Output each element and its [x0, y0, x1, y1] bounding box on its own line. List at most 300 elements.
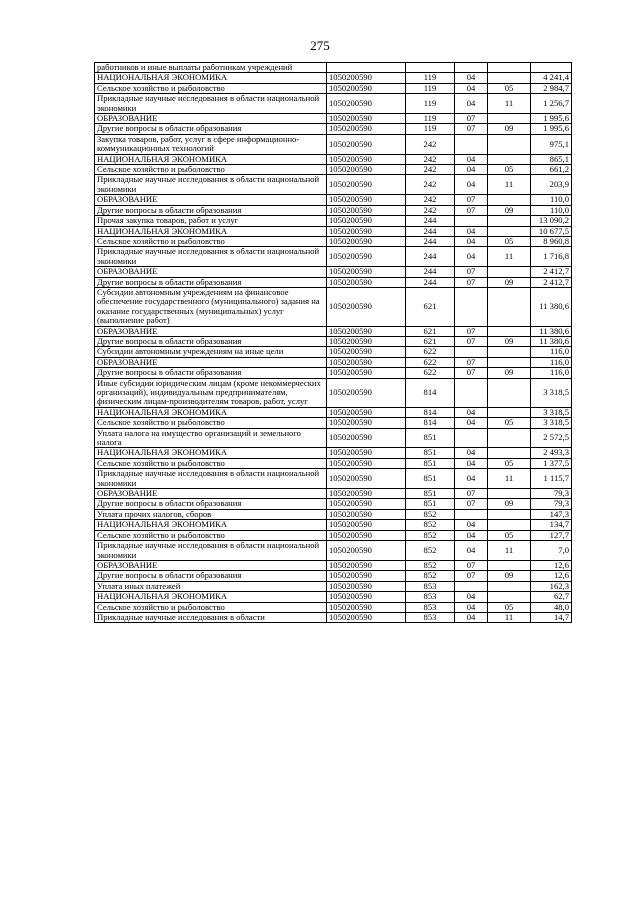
row-subsection-cell: [488, 428, 531, 448]
row-expense-type-cell: 852: [406, 520, 455, 530]
table-row: [95, 73, 572, 83]
row-amount-cell: 1 995,6: [531, 114, 572, 124]
table-row: [95, 509, 572, 519]
row-section-cell: 04: [455, 612, 488, 622]
row-amount-cell: 1 256,7: [531, 94, 572, 114]
row-amount-cell: 162,3: [531, 581, 572, 591]
row-subsection-cell: 11: [488, 612, 531, 622]
table-row: [95, 247, 572, 267]
row-expense-type-cell: 242: [406, 165, 455, 175]
row-subsection-cell: 11: [488, 541, 531, 561]
table-row: [95, 165, 572, 175]
row-expense-type-cell: 853: [406, 581, 455, 591]
row-name-cell: ОБРАЗОВАНИЕ: [95, 114, 327, 124]
row-section-cell: 07: [455, 357, 488, 367]
row-code-cell: 1050200590: [327, 94, 406, 114]
row-subsection-cell: [488, 448, 531, 458]
row-section-cell: 07: [455, 326, 488, 336]
row-expense-type-cell: 851: [406, 428, 455, 448]
row-amount-cell: 1 377,5: [531, 458, 572, 468]
row-expense-type-cell: 242: [406, 205, 455, 215]
row-expense-type-cell: 851: [406, 469, 455, 489]
table-row: [95, 602, 572, 612]
row-amount-cell: 2 493,3: [531, 448, 572, 458]
row-section-cell: 04: [455, 247, 488, 267]
row-amount-cell: 2 412,7: [531, 277, 572, 287]
row-code-cell: 1050200590: [327, 560, 406, 570]
row-expense-type-cell: 851: [406, 499, 455, 509]
row-expense-type-cell: 621: [406, 336, 455, 346]
row-amount-cell: 110,0: [531, 205, 572, 215]
row-name-cell: ОБРАЗОВАНИЕ: [95, 489, 327, 499]
row-code-cell: 1050200590: [327, 541, 406, 561]
row-section-cell: 04: [455, 530, 488, 540]
row-expense-type-cell: 852: [406, 509, 455, 519]
row-section-cell: [455, 428, 488, 448]
row-expense-type-cell: 244: [406, 216, 455, 226]
row-name-cell: Сельское хозяйство и рыболовство: [95, 236, 327, 246]
row-section-cell: 07: [455, 114, 488, 124]
row-code-cell: 1050200590: [327, 205, 406, 215]
row-subsection-cell: 09: [488, 571, 531, 581]
row-section-cell: [455, 63, 488, 73]
row-subsection-cell: 09: [488, 336, 531, 346]
row-name-cell: Сельское хозяйство и рыболовство: [95, 418, 327, 428]
row-expense-type-cell: 852: [406, 560, 455, 570]
row-name-cell: Прикладные научные исследования в области национальной экономики: [95, 94, 327, 114]
table-row: [95, 63, 572, 73]
row-amount-cell: 134,7: [531, 520, 572, 530]
row-code-cell: 1050200590: [327, 195, 406, 205]
row-code-cell: 1050200590: [327, 458, 406, 468]
row-section-cell: 04: [455, 469, 488, 489]
table-row: [95, 326, 572, 336]
row-expense-type-cell: 622: [406, 368, 455, 378]
row-amount-cell: 1 995,6: [531, 124, 572, 134]
row-section-cell: [455, 216, 488, 226]
row-code-cell: 1050200590: [327, 368, 406, 378]
table-row: [95, 134, 572, 154]
row-amount-cell: 116,0: [531, 347, 572, 357]
row-amount-cell: 62,7: [531, 592, 572, 602]
row-code-cell: 1050200590: [327, 165, 406, 175]
table-row: [95, 236, 572, 246]
row-expense-type-cell: 621: [406, 287, 455, 326]
row-subsection-cell: 05: [488, 83, 531, 93]
row-name-cell: Прочая закупка товаров, работ и услуг: [95, 216, 327, 226]
row-subsection-cell: 05: [488, 530, 531, 540]
row-subsection-cell: [488, 326, 531, 336]
row-section-cell: 04: [455, 175, 488, 195]
row-section-cell: 04: [455, 226, 488, 236]
row-amount-cell: 975,1: [531, 134, 572, 154]
row-subsection-cell: [488, 114, 531, 124]
row-code-cell: 1050200590: [327, 236, 406, 246]
row-expense-type-cell: 244: [406, 267, 455, 277]
row-name-cell: Уплата прочих налогов, сборов: [95, 509, 327, 519]
row-amount-cell: 79,3: [531, 499, 572, 509]
row-expense-type-cell: 853: [406, 592, 455, 602]
row-subsection-cell: [488, 154, 531, 164]
row-code-cell: 1050200590: [327, 336, 406, 346]
budget-table: [94, 62, 572, 623]
row-name-cell: НАЦИОНАЛЬНАЯ ЭКОНОМИКА: [95, 226, 327, 236]
row-name-cell: Субсидии автономным учреждениям на финансовое обеспечение государственного (муниципального) задания на оказание государственных (муниципальных) услуг (выполнение работ): [95, 287, 327, 326]
row-name-cell: Закупка товаров, работ, услуг в сфере информационно-коммуникационных технологий: [95, 134, 327, 154]
row-expense-type-cell: 244: [406, 226, 455, 236]
row-section-cell: 07: [455, 499, 488, 509]
row-amount-cell: 48,0: [531, 602, 572, 612]
table-row: [95, 592, 572, 602]
row-name-cell: ОБРАЗОВАНИЕ: [95, 195, 327, 205]
row-name-cell: Другие вопросы в области образования: [95, 124, 327, 134]
row-amount-cell: 13 090,2: [531, 216, 572, 226]
row-name-cell: Сельское хозяйство и рыболовство: [95, 458, 327, 468]
page-number: 275: [310, 38, 330, 53]
row-amount-cell: 127,7: [531, 530, 572, 540]
row-section-cell: 07: [455, 205, 488, 215]
row-section-cell: 04: [455, 602, 488, 612]
row-section-cell: [455, 134, 488, 154]
row-amount-cell: [531, 63, 572, 73]
row-code-cell: 1050200590: [327, 175, 406, 195]
row-expense-type-cell: 622: [406, 347, 455, 357]
row-amount-cell: 1 115,7: [531, 469, 572, 489]
row-name-cell: НАЦИОНАЛЬНАЯ ЭКОНОМИКА: [95, 407, 327, 417]
row-expense-type-cell: 814: [406, 418, 455, 428]
row-code-cell: 1050200590: [327, 530, 406, 540]
table-row: [95, 267, 572, 277]
row-subsection-cell: 05: [488, 165, 531, 175]
row-amount-cell: 11 380,6: [531, 336, 572, 346]
row-name-cell: Другие вопросы в области образования: [95, 277, 327, 287]
row-code-cell: 1050200590: [327, 448, 406, 458]
row-subsection-cell: [488, 378, 531, 407]
row-section-cell: [455, 509, 488, 519]
row-amount-cell: 8 960,8: [531, 236, 572, 246]
row-subsection-cell: [488, 216, 531, 226]
row-amount-cell: 3 318,5: [531, 418, 572, 428]
row-name-cell: ОБРАЗОВАНИЕ: [95, 357, 327, 367]
row-section-cell: 07: [455, 267, 488, 277]
table-row: [95, 407, 572, 417]
row-name-cell: Прикладные научные исследования в области национальной экономики: [95, 175, 327, 195]
row-subsection-cell: [488, 581, 531, 591]
row-expense-type-cell: 119: [406, 83, 455, 93]
row-section-cell: 07: [455, 368, 488, 378]
row-code-cell: 1050200590: [327, 509, 406, 519]
row-expense-type-cell: 242: [406, 154, 455, 164]
row-expense-type-cell: 852: [406, 541, 455, 561]
row-name-cell: Субсидии автономным учреждениям на иные цели: [95, 347, 327, 357]
row-amount-cell: 12,6: [531, 560, 572, 570]
row-amount-cell: 116,0: [531, 357, 572, 367]
table-row: [95, 195, 572, 205]
row-section-cell: 04: [455, 418, 488, 428]
row-expense-type-cell: 621: [406, 326, 455, 336]
row-amount-cell: 4 241,4: [531, 73, 572, 83]
row-name-cell: работников и иные выплаты работникам учреждений: [95, 63, 327, 73]
row-section-cell: 07: [455, 336, 488, 346]
row-section-cell: 04: [455, 407, 488, 417]
table-row: [95, 571, 572, 581]
row-name-cell: НАЦИОНАЛЬНАЯ ЭКОНОМИКА: [95, 154, 327, 164]
row-section-cell: 07: [455, 489, 488, 499]
table-row: [95, 612, 572, 622]
row-code-cell: 1050200590: [327, 247, 406, 267]
row-section-cell: 07: [455, 560, 488, 570]
row-expense-type-cell: 851: [406, 458, 455, 468]
row-name-cell: НАЦИОНАЛЬНАЯ ЭКОНОМИКА: [95, 73, 327, 83]
row-name-cell: Сельское хозяйство и рыболовство: [95, 530, 327, 540]
row-subsection-cell: [488, 63, 531, 73]
row-expense-type-cell: 119: [406, 94, 455, 114]
row-amount-cell: 116,0: [531, 368, 572, 378]
row-name-cell: НАЦИОНАЛЬНАЯ ЭКОНОМИКА: [95, 448, 327, 458]
row-subsection-cell: 11: [488, 94, 531, 114]
row-amount-cell: 110,0: [531, 195, 572, 205]
row-code-cell: 1050200590: [327, 124, 406, 134]
row-code-cell: [327, 63, 406, 73]
row-section-cell: 07: [455, 571, 488, 581]
row-subsection-cell: [488, 267, 531, 277]
table-row: [95, 489, 572, 499]
row-amount-cell: 1 716,8: [531, 247, 572, 267]
row-amount-cell: 865,1: [531, 154, 572, 164]
row-subsection-cell: 11: [488, 469, 531, 489]
row-code-cell: 1050200590: [327, 277, 406, 287]
row-amount-cell: 10 677,5: [531, 226, 572, 236]
table-row: [95, 226, 572, 236]
table-row: [95, 175, 572, 195]
row-amount-cell: 11 380,6: [531, 326, 572, 336]
table-row: [95, 530, 572, 540]
row-code-cell: 1050200590: [327, 287, 406, 326]
row-section-cell: 07: [455, 277, 488, 287]
row-subsection-cell: 09: [488, 368, 531, 378]
row-name-cell: Прикладные научные исследования в области национальной экономики: [95, 469, 327, 489]
row-code-cell: 1050200590: [327, 326, 406, 336]
row-subsection-cell: [488, 560, 531, 570]
row-subsection-cell: [488, 407, 531, 417]
row-code-cell: 1050200590: [327, 428, 406, 448]
row-expense-type-cell: 851: [406, 448, 455, 458]
table-row: [95, 205, 572, 215]
row-amount-cell: 2 412,7: [531, 267, 572, 277]
row-subsection-cell: 09: [488, 277, 531, 287]
row-section-cell: 04: [455, 541, 488, 561]
row-section-cell: [455, 378, 488, 407]
row-name-cell: Сельское хозяйство и рыболовство: [95, 83, 327, 93]
row-code-cell: 1050200590: [327, 612, 406, 622]
row-code-cell: 1050200590: [327, 73, 406, 83]
row-subsection-cell: [488, 520, 531, 530]
row-amount-cell: 3 318,5: [531, 407, 572, 417]
row-code-cell: 1050200590: [327, 581, 406, 591]
row-name-cell: Сельское хозяйство и рыболовство: [95, 165, 327, 175]
table-row: [95, 428, 572, 448]
table-row: [95, 357, 572, 367]
table-row: [95, 216, 572, 226]
row-subsection-cell: [488, 347, 531, 357]
table-row: [95, 277, 572, 287]
row-name-cell: Другие вопросы в области образования: [95, 499, 327, 509]
table-row: [95, 458, 572, 468]
row-name-cell: НАЦИОНАЛЬНАЯ ЭКОНОМИКА: [95, 520, 327, 530]
row-code-cell: 1050200590: [327, 114, 406, 124]
row-code-cell: 1050200590: [327, 357, 406, 367]
row-expense-type-cell: 242: [406, 175, 455, 195]
table-row: [95, 287, 572, 326]
row-expense-type-cell: 119: [406, 114, 455, 124]
row-name-cell: Другие вопросы в области образования: [95, 336, 327, 346]
row-code-cell: 1050200590: [327, 216, 406, 226]
row-code-cell: 1050200590: [327, 602, 406, 612]
row-code-cell: 1050200590: [327, 407, 406, 417]
row-code-cell: 1050200590: [327, 267, 406, 277]
row-subsection-cell: 05: [488, 418, 531, 428]
row-amount-cell: 2 984,7: [531, 83, 572, 93]
row-subsection-cell: [488, 489, 531, 499]
table-row: [95, 83, 572, 93]
row-name-cell: Другие вопросы в области образования: [95, 205, 327, 215]
row-subsection-cell: 05: [488, 602, 531, 612]
row-subsection-cell: 09: [488, 124, 531, 134]
row-code-cell: 1050200590: [327, 489, 406, 499]
row-name-cell: Уплата иных платежей: [95, 581, 327, 591]
row-section-cell: 07: [455, 195, 488, 205]
row-amount-cell: 3 318,5: [531, 378, 572, 407]
table-row: [95, 154, 572, 164]
row-expense-type-cell: 242: [406, 134, 455, 154]
table-row: [95, 448, 572, 458]
row-expense-type-cell: 851: [406, 489, 455, 499]
row-subsection-cell: [488, 592, 531, 602]
row-code-cell: 1050200590: [327, 83, 406, 93]
row-name-cell: Прикладные научные исследования в области: [95, 612, 327, 622]
row-section-cell: 04: [455, 448, 488, 458]
row-subsection-cell: 11: [488, 247, 531, 267]
row-name-cell: Прикладные научные исследования в области национальной экономики: [95, 541, 327, 561]
table-row: [95, 560, 572, 570]
row-expense-type-cell: 119: [406, 73, 455, 83]
row-expense-type-cell: 814: [406, 378, 455, 407]
row-code-cell: 1050200590: [327, 154, 406, 164]
row-expense-type-cell: 853: [406, 602, 455, 612]
budget-table-body: [95, 63, 572, 623]
row-amount-cell: 12,6: [531, 571, 572, 581]
row-amount-cell: 661,2: [531, 165, 572, 175]
row-name-cell: ОБРАЗОВАНИЕ: [95, 560, 327, 570]
row-name-cell: Иные субсидии юридическим лицам (кроме некоммерческих организаций), индивидуальным предпринимателям, физическим лицам-производителям товаров, работ, услуг: [95, 378, 327, 407]
row-expense-type-cell: [406, 63, 455, 73]
table-row: [95, 499, 572, 509]
row-amount-cell: 147,3: [531, 509, 572, 519]
row-amount-cell: 203,9: [531, 175, 572, 195]
row-subsection-cell: 09: [488, 499, 531, 509]
row-subsection-cell: [488, 226, 531, 236]
row-code-cell: 1050200590: [327, 592, 406, 602]
row-name-cell: Уплата налога на имущество организаций и земельного налога: [95, 428, 327, 448]
row-subsection-cell: [488, 357, 531, 367]
row-section-cell: 04: [455, 165, 488, 175]
row-subsection-cell: [488, 195, 531, 205]
row-code-cell: 1050200590: [327, 499, 406, 509]
row-section-cell: [455, 287, 488, 326]
row-code-cell: 1050200590: [327, 520, 406, 530]
row-name-cell: Другие вопросы в области образования: [95, 571, 327, 581]
row-subsection-cell: [488, 73, 531, 83]
row-expense-type-cell: 852: [406, 571, 455, 581]
row-subsection-cell: 09: [488, 205, 531, 215]
row-expense-type-cell: 242: [406, 195, 455, 205]
row-section-cell: [455, 347, 488, 357]
row-code-cell: 1050200590: [327, 469, 406, 489]
row-subsection-cell: 05: [488, 458, 531, 468]
row-name-cell: ОБРАЗОВАНИЕ: [95, 267, 327, 277]
row-expense-type-cell: 814: [406, 407, 455, 417]
row-amount-cell: 79,3: [531, 489, 572, 499]
row-section-cell: 04: [455, 83, 488, 93]
row-code-cell: 1050200590: [327, 571, 406, 581]
row-amount-cell: 2 572,5: [531, 428, 572, 448]
row-expense-type-cell: 853: [406, 612, 455, 622]
row-expense-type-cell: 622: [406, 357, 455, 367]
row-amount-cell: 14,7: [531, 612, 572, 622]
row-expense-type-cell: 244: [406, 236, 455, 246]
row-subsection-cell: [488, 134, 531, 154]
row-code-cell: 1050200590: [327, 134, 406, 154]
row-subsection-cell: [488, 287, 531, 326]
row-expense-type-cell: 244: [406, 247, 455, 267]
row-section-cell: 04: [455, 94, 488, 114]
row-section-cell: 04: [455, 73, 488, 83]
row-name-cell: ОБРАЗОВАНИЕ: [95, 326, 327, 336]
row-name-cell: НАЦИОНАЛЬНАЯ ЭКОНОМИКА: [95, 592, 327, 602]
row-subsection-cell: 11: [488, 175, 531, 195]
row-section-cell: 07: [455, 124, 488, 134]
row-section-cell: [455, 581, 488, 591]
table-row: [95, 114, 572, 124]
row-subsection-cell: 05: [488, 236, 531, 246]
row-section-cell: 04: [455, 520, 488, 530]
row-amount-cell: 11 380,6: [531, 287, 572, 326]
table-row: [95, 581, 572, 591]
row-code-cell: 1050200590: [327, 378, 406, 407]
table-row: [95, 378, 572, 407]
table-row: [95, 124, 572, 134]
table-row: [95, 336, 572, 346]
table-row: [95, 418, 572, 428]
table-row: [95, 94, 572, 114]
row-name-cell: Другие вопросы в области образования: [95, 368, 327, 378]
row-expense-type-cell: 244: [406, 277, 455, 287]
row-subsection-cell: [488, 509, 531, 519]
row-name-cell: Сельское хозяйство и рыболовство: [95, 602, 327, 612]
row-code-cell: 1050200590: [327, 418, 406, 428]
table-row: [95, 347, 572, 357]
row-section-cell: 04: [455, 592, 488, 602]
row-section-cell: 04: [455, 154, 488, 164]
table-row: [95, 368, 572, 378]
table-row: [95, 469, 572, 489]
table-row: [95, 520, 572, 530]
row-section-cell: 04: [455, 458, 488, 468]
table-row: [95, 541, 572, 561]
row-name-cell: Прикладные научные исследования в области национальной экономики: [95, 247, 327, 267]
row-section-cell: 04: [455, 236, 488, 246]
row-code-cell: 1050200590: [327, 347, 406, 357]
